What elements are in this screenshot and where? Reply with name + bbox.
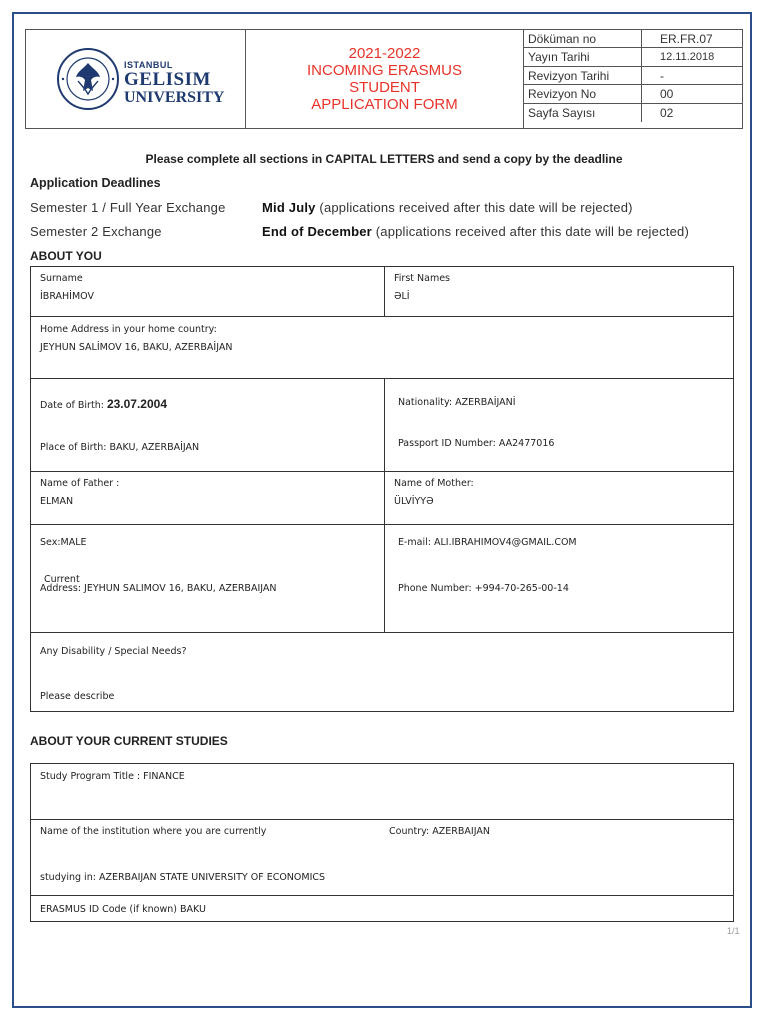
form-title (246, 30, 524, 128)
email-field[interactable]: E-mail: ALI.IBRAHIMOV4@GMAIL.COM (398, 537, 577, 548)
first-names-label: First Names (394, 273, 450, 284)
institution-field[interactable]: studying in: AZERBAIJAN STATE UNIVERSITY OF ECONOMICS (40, 872, 326, 883)
surname-label: Surname (40, 273, 83, 284)
meta-key: Revizyon No (524, 85, 642, 102)
about-you-heading: ABOUT YOU (30, 249, 102, 263)
home-address-field[interactable]: JEYHUN SALİMOV 16, BAKU, AZERBAİJAN (40, 342, 233, 353)
nationality-field[interactable]: Nationality: AZERBAİJANİ (398, 397, 516, 408)
institution-label: Name of the institution where you are currently (40, 826, 267, 837)
dob-label: Date of Birth: (40, 400, 107, 411)
meta-key: Revizyon Tarihi (524, 67, 642, 84)
first-names-field[interactable]: ƏLİ (394, 291, 410, 302)
title-line: INCOMING ERASMUS (306, 62, 462, 79)
deadlines-heading: Application Deadlines (30, 176, 161, 190)
deadline-note: (applications received after this date will be rejected) (315, 200, 633, 215)
logo-line-2: GELISIM (124, 69, 211, 90)
meta-value: 02 (660, 105, 674, 120)
university-logo-text (124, 60, 224, 106)
deadline-value (262, 224, 689, 239)
current-address-field[interactable]: Address: JEYHUN SALIMOV 16, BAKU, AZERBAIJAN (40, 583, 277, 594)
divider (384, 266, 385, 316)
erasmus-id-field[interactable]: ERASMUS ID Code (if known) BAKU (40, 904, 206, 915)
page-number: 1/1 (727, 926, 740, 936)
deadline-date: Mid July (262, 200, 316, 215)
meta-row (524, 104, 742, 122)
mother-name-field[interactable]: ÜLVİYYƏ (394, 496, 434, 507)
country-field[interactable]: Country: AZERBAIJAN (389, 826, 490, 837)
meta-key: Sayfa Sayısı (524, 104, 642, 122)
logo-line-1: ISTANBUL (124, 60, 173, 70)
logo-cell (26, 30, 246, 128)
divider (384, 378, 385, 632)
father-name-field[interactable]: ELMAN (40, 496, 74, 507)
passport-field[interactable]: Passport ID Number: AA2477016 (398, 438, 555, 449)
divider (30, 632, 734, 633)
divider (30, 524, 734, 525)
title-line: STUDENT (349, 79, 420, 96)
meta-value: - (660, 68, 664, 83)
logo-line-3: UNIVERSITY (124, 89, 225, 106)
home-address-label: Home Address in your home country: (40, 324, 217, 335)
deadline-date: End of December (262, 224, 372, 239)
document-meta-table (524, 30, 742, 122)
surname-field[interactable]: İBRAHİMOV (40, 291, 94, 302)
divider (30, 895, 734, 896)
place-of-birth-field[interactable]: Place of Birth: BAKU, AZERBAİJAN (40, 442, 200, 453)
divider (30, 471, 734, 472)
sex-field[interactable]: Sex:MALE (40, 537, 87, 548)
meta-key: Döküman no (524, 30, 642, 47)
meta-value: 00 (660, 87, 674, 102)
studies-heading: ABOUT YOUR CURRENT STUDIES (30, 734, 228, 748)
dob-value: 23.07.2004 (106, 397, 167, 411)
studies-section (30, 763, 734, 922)
meta-row (524, 85, 742, 103)
meta-value: 12.11.2018 (660, 51, 715, 64)
deadline-note: (applications received after this date will be rejected) (371, 224, 689, 239)
meta-row (524, 48, 742, 66)
meta-key: Yayın Tarihi (524, 48, 642, 65)
title-line: APPLICATION FORM (311, 96, 458, 113)
divider (30, 819, 734, 820)
current-label: Current (44, 574, 80, 585)
university-seal-icon (56, 47, 120, 111)
meta-row (524, 67, 742, 85)
deadline-label: Semester 1 / Full Year Exchange (30, 200, 226, 215)
disability-label: Any Disability / Special Needs? (40, 646, 187, 657)
form-header (25, 29, 743, 129)
deadline-value (262, 200, 633, 215)
study-program-field[interactable]: Study Program Title : FINANCE (40, 771, 185, 782)
date-of-birth-field[interactable] (40, 397, 167, 411)
describe-field[interactable]: Please describe (40, 691, 115, 702)
divider (30, 378, 734, 379)
instruction-text: Please complete all sections in CAPITAL LETTERS and send a copy by the deadline (145, 152, 623, 166)
meta-row (524, 30, 742, 48)
deadline-label: Semester 2 Exchange (30, 224, 162, 239)
meta-value: ER.FR.07 (660, 32, 713, 46)
mother-name-label: Name of Mother: (394, 478, 474, 489)
phone-field[interactable]: Phone Number: +994-70-265-00-14 (398, 583, 569, 594)
divider (30, 316, 734, 317)
father-name-label: Name of Father : (40, 478, 120, 489)
title-line: 2021-2022 (348, 45, 421, 62)
